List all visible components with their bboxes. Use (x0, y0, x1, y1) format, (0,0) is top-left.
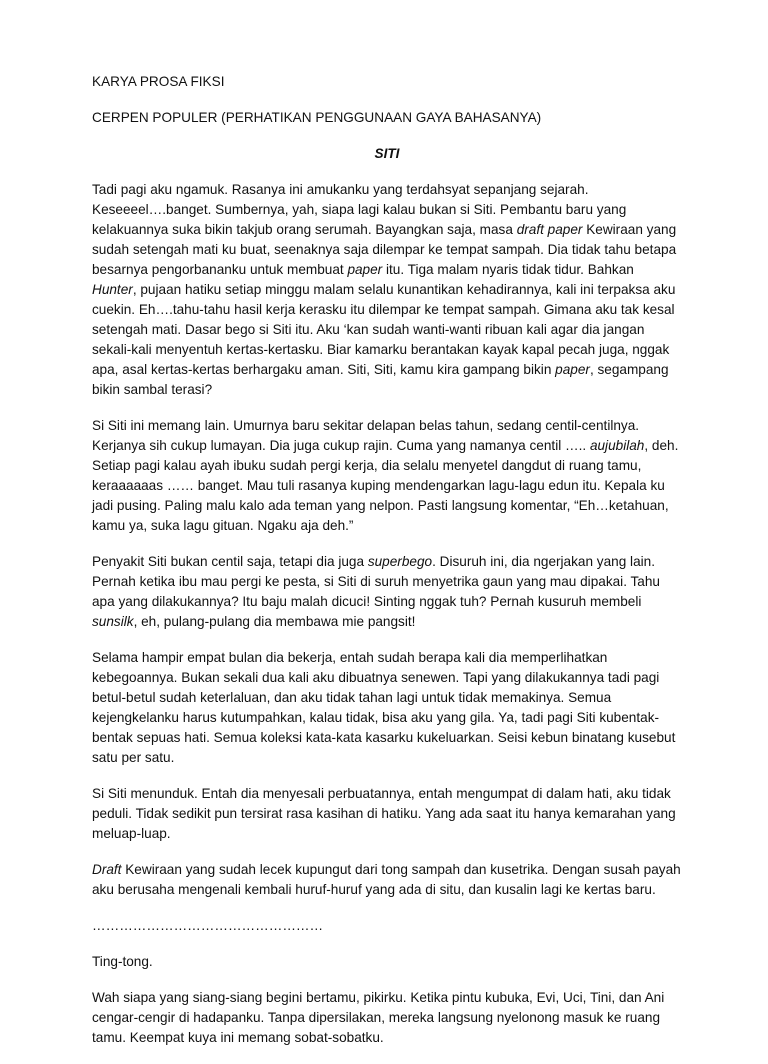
italic-text-run: paper (347, 262, 383, 277)
story-paragraph (92, 416, 682, 536)
story-paragraph (92, 648, 682, 768)
text-run: Kewiraan yang sudah lecek kupungut dari tong sampah dan kusetrika. Dengan susah payah aku berusaha mengenali kembali huruf-huruf yang ada di situ, dan kusalin lagi ke kertas baru. (92, 862, 681, 897)
text-run: , pujaan hatiku setiap minggu malam selalu kunantikan kehadirannya, kali ini terpaksa aku cuekin. Eh….tahu-tahu hasil kerja kerasku itu dilempar ke tempat sampah. Gimana aku tak kesal setengah mati. Dasar bego si Siti itu. Aku ‘kan sudah wanti-wanti ribuan kali agar dia jangan sekali-kali menyentuh kertas-kertasku. Biar kamarku berantakan kayak kapal pecah juga, nggak apa, asal kertas-kertas berhargaku aman. Siti, Siti, kamu kira gampang bikin (92, 282, 676, 377)
story-title: SITI (374, 146, 400, 161)
italic-text-run: sunsilk (92, 614, 134, 629)
text-run: itu. Tiga malam nyaris tidak tidur. Bahkan (382, 262, 634, 277)
text-run: . Disuruh ini, dia ngerjakan yang lain. Pernah ketika ibu mau pergi ke pesta, si Siti di suruh menyetrika gaun yang mau dipakai. Tahu apa yang dilakukannya? Itu baju malah dicuci! Sinting nggak tuh? Pernah kusuruh membeli (92, 554, 660, 609)
italic-text-run: paper (555, 362, 590, 377)
story-paragraph (92, 860, 682, 900)
story-paragraph (92, 916, 682, 936)
text-run: , eh, pulang-pulang dia membawa mie pangsit! (133, 614, 416, 629)
text-run: , deh. Setiap pagi kalau ayah ibuku sudah pergi kerja, dia selalu menyetel dangdut di ruang tamu, keraaaaaas …… banget. Mau tuli rasanya kuping mendengarkan lagu-lagu edun itu. Kepala ku jadi pusing. Paling malu kalo ada teman yang nelpon. Pasti langsung komentar, “Eh…ketahuan, kamu ya, suka lagu gituan. Ngaku aja deh.” (92, 438, 679, 533)
story-paragraph (92, 784, 682, 844)
story-paragraph (92, 552, 682, 632)
text-run: Tadi pagi aku ngamuk. Rasanya ini amukanku yang terdahsyat sepanjang sejarah. Keseeeel….banget. Sumbernya, yah, siapa lagi kalau bukan si Siti. Pembantu baru yang kelakuannya suka bikin takjub orang serumah. Bayangkan saja, masa (92, 182, 627, 237)
document-page (92, 72, 682, 1064)
document-heading-genre: KARYA PROSA FIKSI (92, 74, 225, 89)
text-run: Si Siti menunduk. Entah dia menyesali perbuatannya, entah mengumpat di dalam hati, aku tidak peduli. Tidak sedikit pun tersirat rasa kasihan di hatiku. Yang ada saat itu hanya kemarahan yang meluap-luap. (92, 786, 676, 841)
italic-text-run: Hunter (92, 282, 133, 297)
italic-text-run: draft paper (516, 222, 583, 237)
text-run: Selama hampir empat bulan dia bekerja, entah sudah berapa kali dia memperlihatkan kebegoannya. Bukan sekali dua kali aku dibuatnya senewen. Tapi yang dilakukannya tadi pagi betul-betul sudah keterlaluan, dan aku tidak tahan lagi untuk tidak memakinya. Semua kejengkelanku harus kutumpahkan, kalau tidak, bisa aku yang gila. Ya, tadi pagi Siti kubentak-bentak sepuas hati. Semua koleksi kata-kata kasarku kukeluarkan. Seisi kebun binatang kusebut satu per satu. (92, 650, 676, 765)
italic-text-run: Draft (92, 862, 122, 877)
text-run: …………………………………………… (92, 918, 324, 933)
text-run: Kewiraan yang sudah setengah mati ku buat, seenaknya saja dilempar ke tempat sampah. Dia tidak tahu betapa besarnya pengorbananku untuk membuat (92, 222, 677, 277)
text-run: Penyakit Siti bukan centil saja, tetapi dia juga (92, 554, 368, 569)
text-run: Ting-tong. (92, 954, 153, 969)
story-paragraph (92, 988, 682, 1048)
text-run: Wah siapa yang siang-siang begini bertamu, pikirku. Ketika pintu kubuka, Evi, Uci, Tini, dan Ani cengar-cengir di hadapanku. Tanpa dipersilakan, mereka langsung nyelonong masuk ke ruang tamu. Keempat kuya ini memang sobat-sobatku. (92, 990, 665, 1045)
document-heading-subtitle: CERPEN POPULER (PERHATIKAN PENGGUNAAN GAYA BAHASANYA) (92, 110, 542, 125)
italic-text-run: aujubilah (589, 438, 645, 453)
text-run: , segampang bikin sambal terasi? (92, 362, 669, 397)
story-body (92, 180, 682, 1048)
italic-text-run: superbego (367, 554, 433, 569)
story-paragraph (92, 180, 682, 400)
text-run: Si Siti ini memang lain. Umurnya baru sekitar delapan belas tahun, sedang centil-centilnya. Kerjanya sih cukup lumayan. Dia juga cukup rajin. Cuma yang namanya centil ….. (92, 418, 640, 453)
story-paragraph (92, 952, 682, 972)
